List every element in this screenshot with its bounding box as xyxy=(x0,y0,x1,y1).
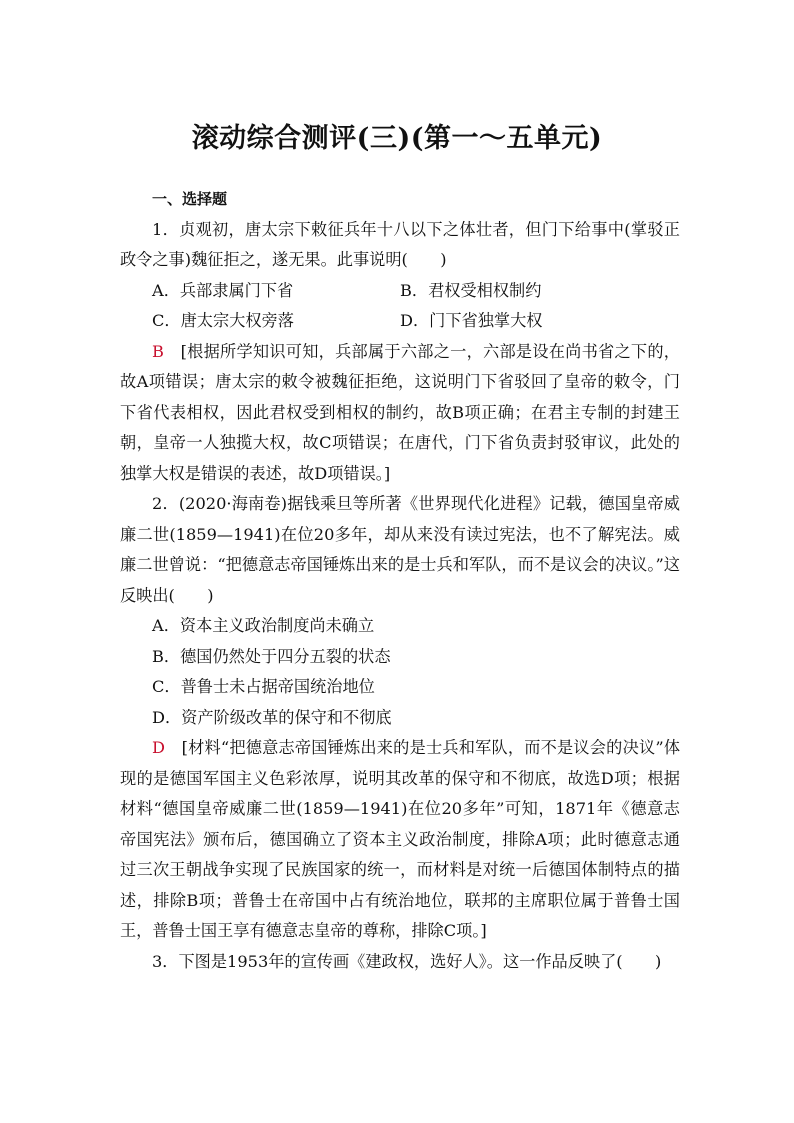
question-3 xyxy=(120,947,680,978)
option-c: C．唐太宗大权旁落 xyxy=(152,311,294,330)
explanation-text: [根据所学知识可知，兵部属于六部之一，六部是设在尚书省之下的，故A项错误；唐太宗的敕令被魏征拒绝，这说明门下省驳回了皇帝的敕令，门下省代表相权，因此君权受到相权的制约，故B项正确；在君主专制的封建王朝，皇帝一人独揽大权，故C项错误；在唐代，门下省负责封驳审议，此处的独掌大权是错误的表述，故D项错误。] xyxy=(120,341,680,483)
option-row xyxy=(120,276,680,307)
answer-letter: D xyxy=(152,738,165,757)
exam-content xyxy=(120,184,680,977)
answer-explanation xyxy=(120,337,680,490)
page-title: 滚动综合测评(三)(第一～五单元) xyxy=(191,123,603,154)
option-row xyxy=(120,306,680,337)
section-heading: 一、选择题 xyxy=(152,190,228,208)
explanation-text: [材料“把德意志帝国锤炼出来的是士兵和军队，而不是议会的决议”体现的是德国军国主义色彩浓厚，说明其改革的保守和不彻底，故选D项；根据材料“德国皇帝威廉二世(1859—1941)在位20多年”可知，1871年《德意志帝国宪法》颁布后，德国确立了资本主义政治制度，排除A项；此时德意志通过三次王朝战争实现了民族国家的统一，而材料是对统一后德国体制特点的描述，排除B项；普鲁士在帝国中占有统治地位，联邦的主席职位属于普鲁士国王，普鲁士国王享有德意志皇帝的尊称，排除C项。] xyxy=(120,738,681,940)
option-d: D．门下省独掌大权 xyxy=(400,311,543,330)
answer-letter: B xyxy=(152,341,164,361)
option-d: D．资产阶级改革的保守和不彻底 xyxy=(152,707,392,727)
option-b: B．德国仍然处于四分五裂的状态 xyxy=(152,646,391,666)
question-stem: 2．(2020·海南卷)据钱乘旦等所著《世界现代化进程》记载，德国皇帝威廉二世(1859—1941)在位20多年，却从来没有读过宪法，也不了解宪法。威廉二世曾说：“把德意志帝国锤炼出来的是士兵和军队，而不是议会的决议。”这反映出( ) xyxy=(120,494,680,605)
option-a: A．资本主义政治制度尚未确立 xyxy=(152,616,375,635)
option-c: C．普鲁士未占据帝国统治地位 xyxy=(152,677,375,696)
question-stem: 1．贞观初，唐太宗下敕征兵年十八以下之体壮者，但门下给事中(掌驳正政令之事)魏征拒之，遂无果。此事说明( ) xyxy=(120,219,680,269)
question-1 xyxy=(120,215,680,490)
question-stem: 3．下图是1953年的宣传画《建政权，选好人》。这一作品反映了( ) xyxy=(152,951,662,971)
question-2 xyxy=(120,489,680,947)
option-b: B．君权受相权制约 xyxy=(400,280,542,300)
option-a: A．兵部隶属门下省 xyxy=(152,280,294,300)
answer-explanation xyxy=(120,733,680,947)
